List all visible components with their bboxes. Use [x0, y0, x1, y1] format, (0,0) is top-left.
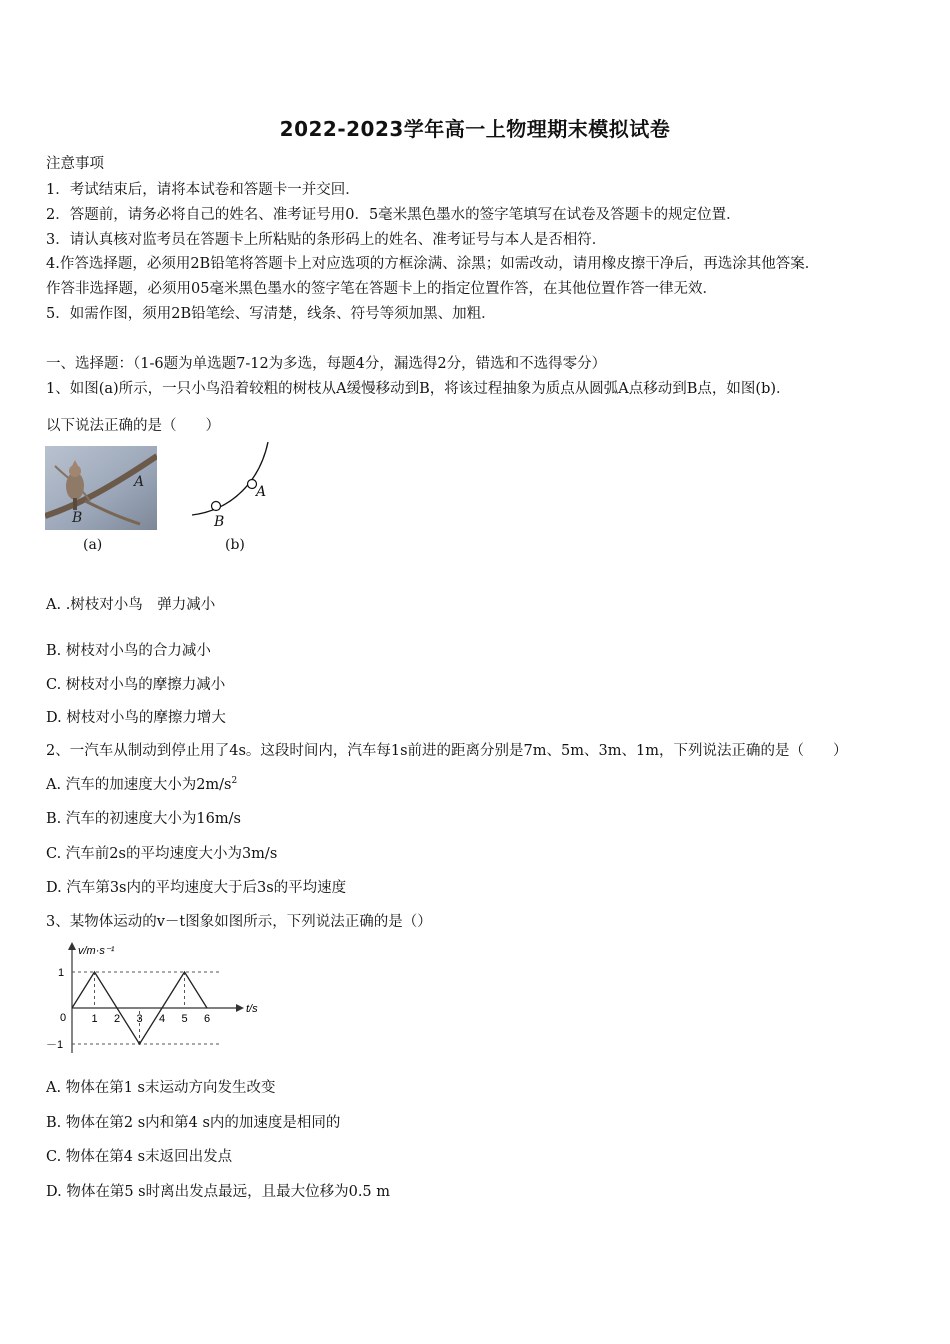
notice-item-5: 5．如需作图，须用2B铅笔绘、写清楚，线条、符号等须加黑、加粗．	[46, 306, 496, 322]
vt-graph	[40, 938, 280, 1060]
q2-option-d: D. 汽车第3s内的平均速度大于后3s的平均速度	[46, 880, 347, 896]
notice-heading: 注意事项	[46, 156, 104, 172]
point-B-marker	[212, 502, 221, 511]
section-heading: 一、选择题：（1-6题为单选题7-12为多选，每题4分，漏选得2分，错选和不选得零分）	[46, 356, 607, 372]
y-axis-arrow	[68, 942, 76, 950]
q3-option-b: B. 物体在第2 s内和第4 s内的加速度是相同的	[46, 1115, 341, 1131]
q1-option-a: A. .树枝对小鸟 弹力减小	[46, 597, 216, 613]
q1-option-b: B. 树枝对小鸟的合力减小	[46, 643, 211, 659]
q1-option-d: D. 树枝对小鸟的摩擦力增大	[46, 710, 226, 726]
fig-a-caption: (a)	[83, 537, 103, 553]
fig-a-label-B: B	[72, 510, 83, 526]
q2-stem: 2、一汽车从制动到停止用了4s。这段时间内，汽车每1s前进的距离分别是7m、5m、3m、1m，下列说法正确的是（ ）	[46, 743, 848, 759]
q3-option-c: C. 物体在第4 s末返回出发点	[46, 1149, 233, 1165]
origin-label: 0	[60, 1012, 67, 1024]
q2-option-b: B. 汽车的初速度大小为16m/s	[46, 811, 241, 827]
x-axis-label: t/s	[246, 1003, 258, 1015]
page-title: 2022-2023学年高一上物理期末模拟试卷	[279, 117, 671, 141]
x-axis-arrow	[236, 1004, 244, 1012]
q1-stem-line2: 以下说法正确的是（ ）	[46, 418, 220, 434]
y-tick-label-neg1: －1	[46, 1039, 64, 1051]
x-tick-label-6: 6	[204, 1013, 211, 1025]
q3-option-d: D. 物体在第5 s时离出发点最远，且最大位移为0.5 m	[46, 1184, 391, 1200]
q3-option-a: A. 物体在第1 s末运动方向发生改变	[46, 1080, 276, 1096]
notice-item-1: 1．考试结束后，请将本试卷和答题卡一并交回．	[46, 182, 360, 198]
notice-item-3: 3．请认真核对监考员在答题卡上所粘贴的条形码上的姓名、准考证号与本人是否相符．	[46, 232, 607, 248]
y-axis-label: v/m·s⁻¹	[78, 945, 115, 957]
arc-figure	[188, 440, 278, 520]
notice-item-4-cont: 作答非选择题，必须用05毫米黑色墨水的签字笔在答题卡上的指定位置作答，在其他位置作答一律无效．	[46, 281, 717, 297]
q2-option-c: C. 汽车前2s的平均速度大小为3m/s	[46, 846, 278, 862]
notice-item-2: 2．答题前，请务必将自己的姓名、准考证号用0．5毫米黑色墨水的签字笔填写在试卷及答题卡的规定位置．	[46, 207, 741, 223]
q1-option-c: C. 树枝对小鸟的摩擦力减小	[46, 677, 226, 693]
q2-option-a-text: A. 汽车的加速度大小为2m/s	[46, 777, 232, 793]
fig-b-label-B: B	[214, 514, 225, 530]
fig-a-label-A: A	[134, 474, 145, 490]
fig-b-label-A: A	[256, 484, 267, 500]
x-tick-label-1: 1	[91, 1013, 98, 1025]
fig-b-caption: (b)	[225, 537, 245, 553]
q2-option-a-sup: 2	[231, 776, 238, 787]
notice-item-4: 4.作答选择题，必须用2B铅笔将答题卡上对应选项的方框涂满、涂黑；如需改动，请用橡皮擦干净后，再选涂其他答案．	[46, 256, 820, 272]
q2-option-a	[46, 773, 237, 794]
x-tick-label-3: 3	[136, 1013, 143, 1025]
x-tick-label-4: 4	[159, 1013, 166, 1025]
q3-stem: 3、某物体运动的v－t图象如图所示，下列说法正确的是（）	[46, 914, 432, 930]
x-tick-label-5: 5	[181, 1013, 188, 1025]
x-tick-label-2: 2	[114, 1013, 121, 1025]
y-tick-label-pos1: 1	[58, 967, 65, 979]
q1-stem-line1: 1、如图(a)所示，一只小鸟沿着较粗的树枝从A缓慢移动到B，将该过程抽象为质点从圆弧A点移动到B点，如图(b)．	[46, 381, 791, 397]
